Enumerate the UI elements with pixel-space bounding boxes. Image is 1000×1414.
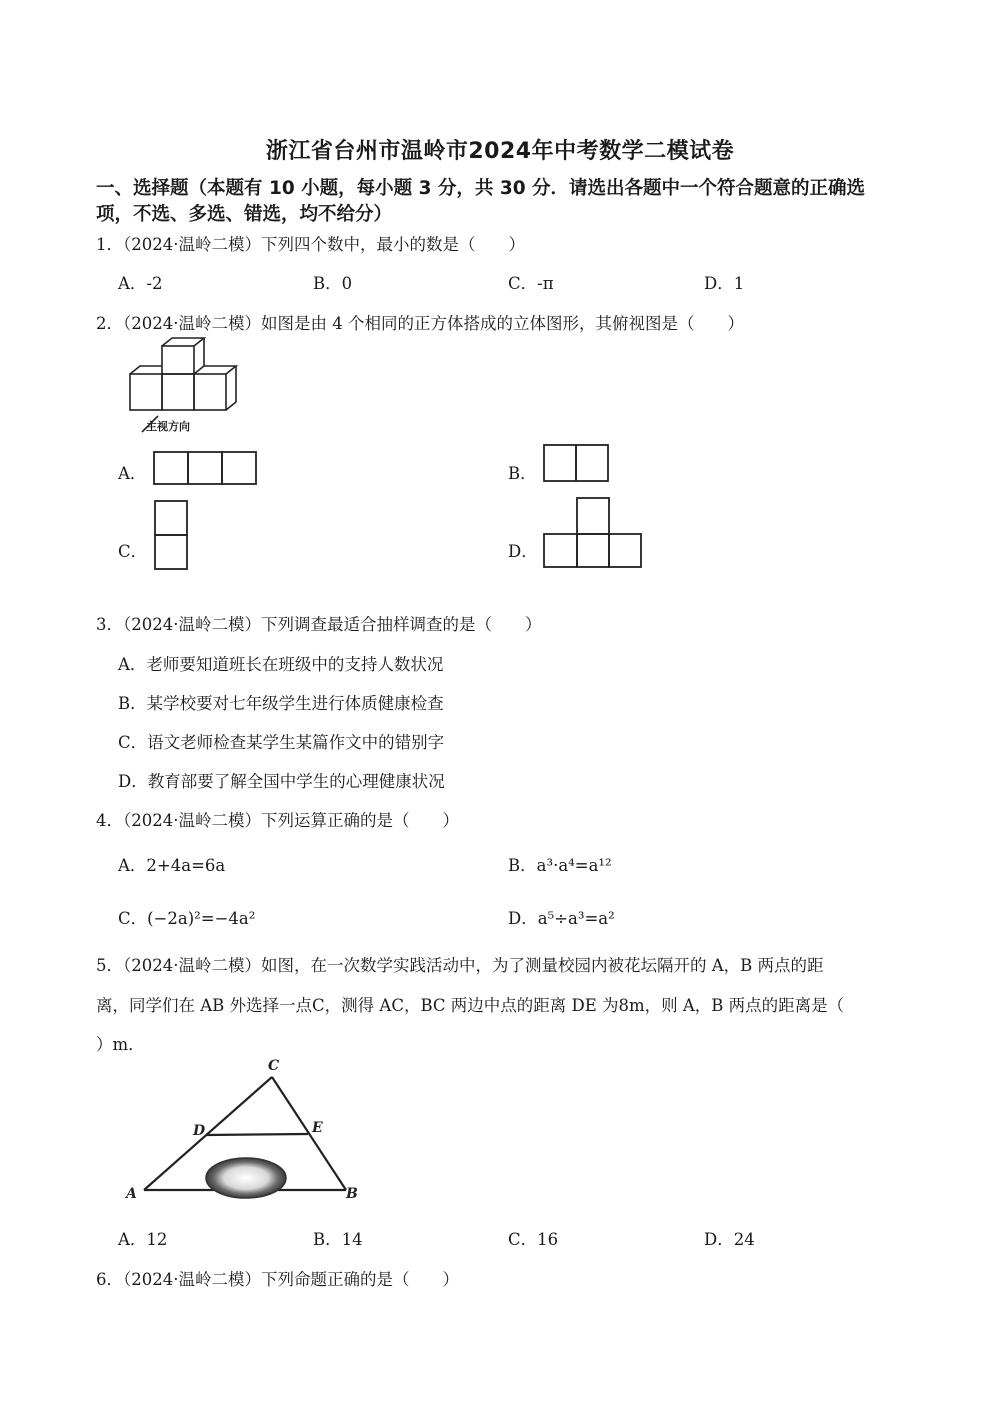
question-3-stem: 3．（2024·温岭二模）下列调查最适合抽样调查的是（ ） (96, 615, 542, 634)
question-5-option-d: D．24 (704, 1230, 755, 1249)
label-e: E (312, 1120, 323, 1136)
question-3-option-b: B．某学校要对七年级学生进行体质健康检查 (118, 694, 444, 713)
question-2-figure-label: 主视方向 (146, 420, 190, 433)
question-2-stem: 2．（2024·温岭二模）如图是由 4 个相同的正方体搭成的立体图形，其俯视图是（ ） (96, 314, 744, 333)
question-4-option-a: A．2+4a=6a (118, 856, 226, 875)
label-b: B (346, 1186, 358, 1202)
question-3-option-d: D．教育部要了解全国中学生的心理健康状况 (118, 772, 445, 791)
question-3-option-c: C．语文老师检查某学生某篇作文中的错别字 (118, 733, 445, 752)
question-4-option-b: B．a³·a⁴=a¹² (508, 856, 612, 875)
question-4-stem: 4．（2024·温岭二模）下列运算正确的是（ ） (96, 811, 459, 830)
question-5-option-a: A．12 (118, 1230, 168, 1249)
question-4-option-c: C．(−2a)²=−4a² (118, 909, 256, 928)
question-6-stem: 6．（2024·温岭二模）下列命题正确的是（ ） (96, 1270, 459, 1289)
question-2-option-b-figure (543, 444, 609, 482)
question-3-option-a: A．老师要知道班长在班级中的支持人数状况 (118, 655, 444, 674)
question-1-option-c: C．-π (508, 274, 554, 293)
question-1-option-a: A．-2 (118, 274, 163, 293)
label-c: C (268, 1058, 280, 1074)
question-4-option-d: D．a⁵÷a³=a² (508, 909, 615, 928)
question-2-option-a: A． (118, 464, 147, 483)
section-heading-line1: 一、选择题（本题有 10 小题，每小题 3 分，共 30 分．请选出各题中一个符合题意的正确选 (96, 178, 866, 199)
question-5-line3: ）m． (96, 1035, 145, 1054)
flower-bed (206, 1158, 286, 1198)
label-a: A (126, 1186, 137, 1202)
question-1-stem: 1．（2024·温岭二模）下列四个数中，最小的数是（ ） (96, 235, 525, 254)
question-1-option-b: B．0 (313, 274, 353, 293)
question-2-option-b: B． (508, 464, 537, 483)
question-2-option-c-figure (154, 500, 188, 570)
question-5-option-b: B．14 (313, 1230, 363, 1249)
question-1-option-d: D．1 (704, 274, 745, 293)
section-heading-line2: 项，不选、多选、错选，均不给分） (96, 204, 393, 225)
label-d: D (193, 1123, 206, 1139)
question-2-option-d: D． (508, 542, 538, 561)
question-2-option-a-figure (153, 451, 257, 485)
question-2-option-d-figure (543, 497, 643, 569)
question-5-triangle-figure (120, 1052, 370, 1212)
page-title: 浙江省台州市温岭市2024年中考数学二模试卷 (265, 139, 735, 164)
question-5-line2: 离，同学们在 AB 外选择一点C，测得 AC，BC 两边中点的距离 DE 为8m，则 A，B 两点的距离是（ (96, 996, 845, 1015)
question-5-option-c: C．16 (508, 1230, 559, 1249)
question-5-line1: 5．（2024·温岭二模）如图，在一次数学实践活动中，为了测量校园内被花坛隔开的 A，B 两点的距 (96, 956, 824, 975)
question-2-option-c: C． (118, 542, 148, 561)
